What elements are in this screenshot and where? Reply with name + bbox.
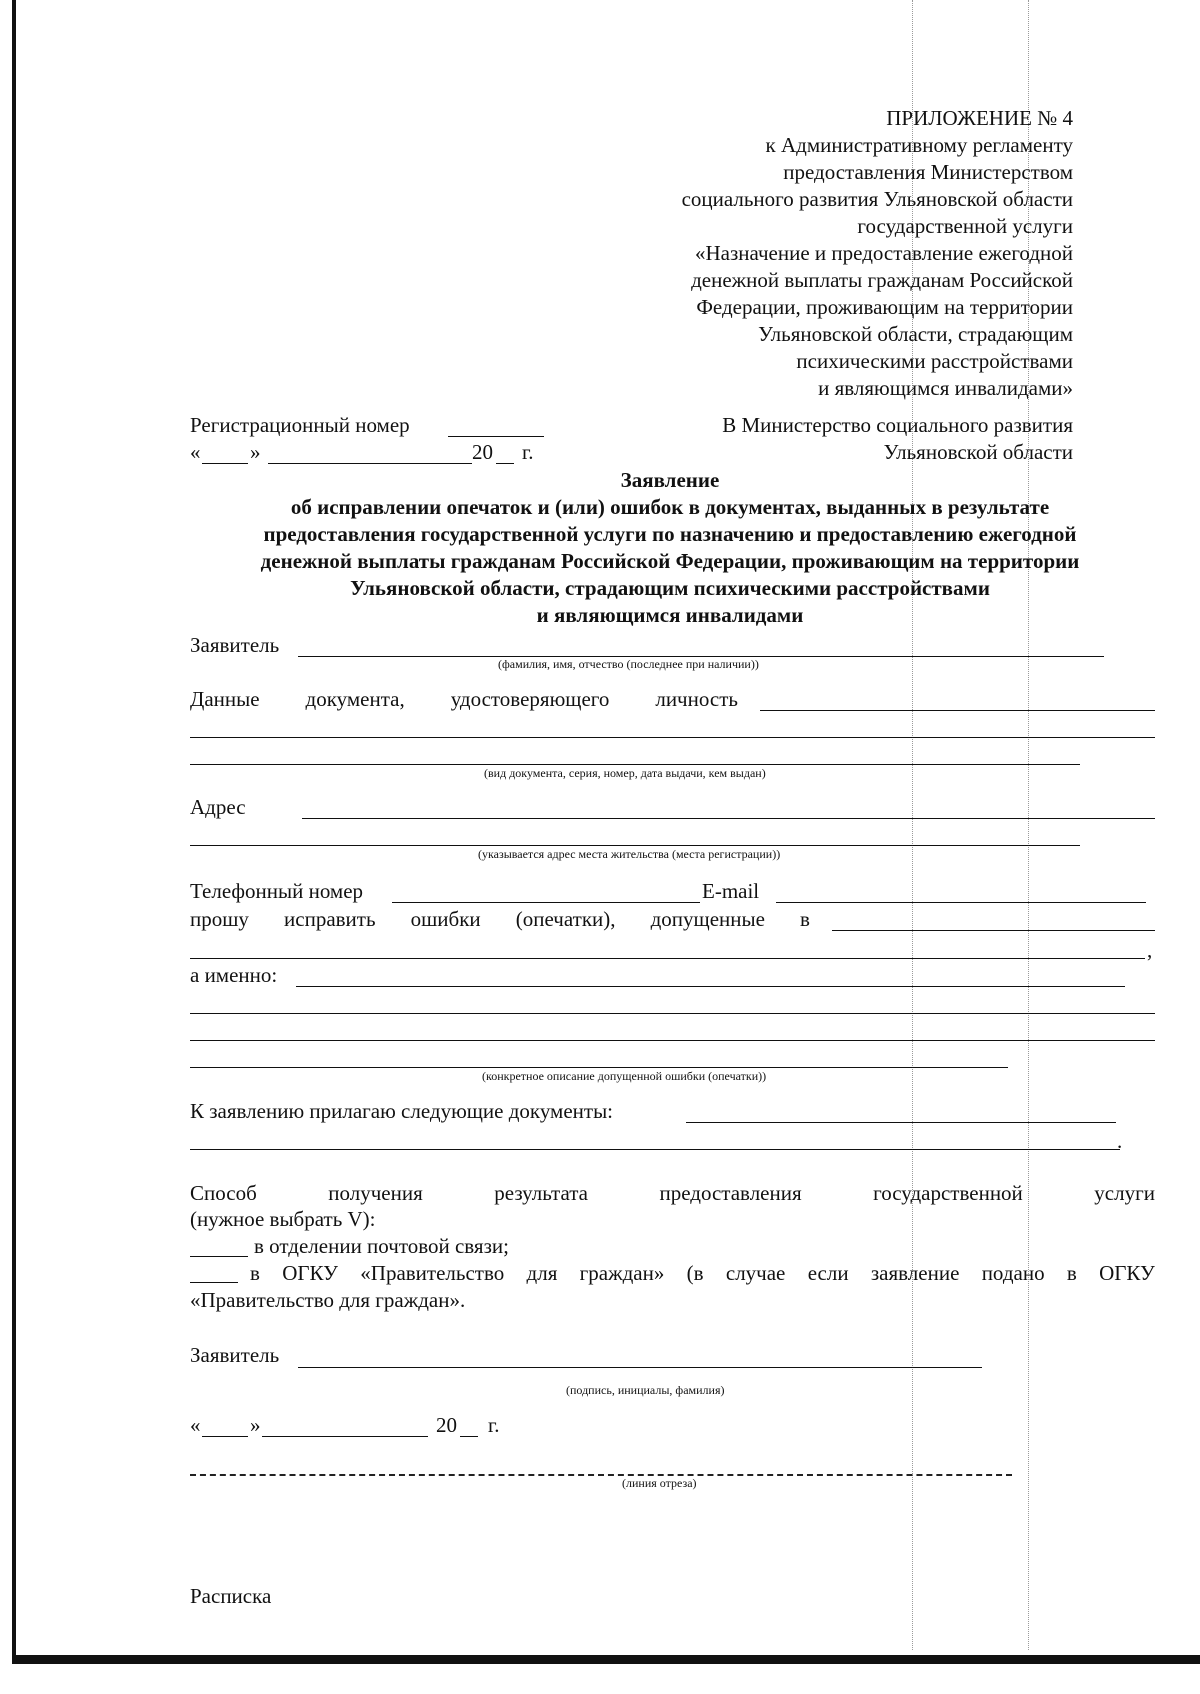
- addressee-line: Ульяновской области: [883, 440, 1073, 464]
- receipt-title: Расписка: [190, 1584, 272, 1608]
- phone-field[interactable]: [392, 902, 700, 903]
- id-document-caption: (вид документа, серия, номер, дата выдачи, кем выдан): [484, 766, 766, 780]
- appendix-line: «Назначение и предоставление ежегодной: [695, 241, 1073, 265]
- title-line: и являющимся инвалидами: [536, 603, 804, 627]
- registration-year: 20: [472, 440, 493, 464]
- email-label: E-mail: [702, 879, 760, 903]
- title-line: об исправлении опечаток и (или) ошибок в документах, выданных в результате: [290, 495, 1050, 519]
- scan-border-left: [12, 0, 16, 1660]
- id-document-field-line2[interactable]: [190, 737, 1155, 738]
- appendix-line: государственной услуги: [857, 214, 1073, 238]
- erroneous-document-field[interactable]: [832, 930, 1155, 931]
- signature-year-suffix: г.: [488, 1413, 500, 1437]
- applicant-caption: (фамилия, имя, отчество (последнее при наличии)): [498, 657, 759, 671]
- method-hint: (нужное выбрать V):: [190, 1207, 376, 1231]
- error-caption: (конкретное описание допущенной ошибки (опечатки)): [482, 1069, 767, 1083]
- appendix-line: ПРИЛОЖЕНИЕ № 4: [886, 106, 1073, 130]
- namely-label: а именно:: [190, 963, 278, 987]
- id-document-label: Данные документа, удостоверяющего личность: [190, 687, 738, 711]
- option-ogku-label-line2: «Правительство для граждан».: [190, 1288, 466, 1312]
- option-ogku-checkbox[interactable]: [190, 1282, 238, 1283]
- error-description-field[interactable]: [296, 986, 1125, 987]
- option-post-office-label: в отделении почтовой связи;: [254, 1234, 509, 1258]
- appendix-line: социального развития Ульяновской области: [681, 187, 1073, 211]
- address-field-line2[interactable]: [190, 845, 1080, 846]
- registration-day-field[interactable]: [202, 463, 248, 464]
- id-document-field-line3[interactable]: [190, 764, 1080, 765]
- error-description-field-line2[interactable]: [190, 1013, 1155, 1014]
- appendix-line: психическими расстройствами: [796, 349, 1073, 373]
- appendix-line: к Административному регламенту: [765, 133, 1073, 157]
- signature-label: Заявитель: [190, 1343, 280, 1367]
- error-description-field-line3[interactable]: [190, 1040, 1155, 1041]
- signature-month-field[interactable]: [262, 1436, 428, 1437]
- cut-line: [190, 1474, 1012, 1476]
- attachments-field-line2[interactable]: [190, 1149, 1120, 1150]
- id-document-field[interactable]: [760, 710, 1155, 711]
- appendix-line: денежной выплаты гражданам Российской: [691, 268, 1073, 292]
- cut-line-caption: (линия отреза): [622, 1476, 697, 1490]
- title-line: предоставления государственной услуги по назначению и предоставлению ежегодной: [263, 522, 1077, 546]
- request-comma: ,: [1147, 938, 1153, 962]
- signature-date-open: «: [190, 1413, 201, 1437]
- registration-date-close: »: [250, 440, 261, 464]
- option-ogku-label: в ОГКУ «Правительство для граждан» (в случае если заявление подано в ОГКУ: [250, 1261, 1155, 1285]
- signature-day-field[interactable]: [202, 1436, 248, 1437]
- address-field[interactable]: [302, 818, 1155, 819]
- registration-label: Регистрационный номер: [190, 413, 410, 437]
- appendix-line: Федерации, проживающим на территории: [696, 295, 1073, 319]
- document-title: [190, 467, 1150, 629]
- address-caption: (указывается адрес места жительства (места регистрации)): [478, 847, 781, 861]
- registration-year-suffix: г.: [522, 440, 534, 464]
- title-heading: Заявление: [620, 468, 720, 492]
- signature-field[interactable]: [298, 1367, 982, 1368]
- scan-border-bottom: [12, 1655, 1200, 1664]
- appendix-line: и являющимся инвалидами»: [818, 376, 1073, 400]
- option-post-office-checkbox[interactable]: [190, 1256, 248, 1257]
- addressee-line: В Министерство социального развития: [722, 413, 1073, 437]
- request-label: прошу исправить ошибки (опечатки), допущенные в: [190, 907, 810, 931]
- address-label: Адрес: [190, 795, 246, 819]
- appendix-line: предоставления Министерством: [783, 160, 1073, 184]
- addressee-block: [433, 412, 1073, 466]
- error-description-field-line4[interactable]: [190, 1067, 1008, 1068]
- attachments-field[interactable]: [686, 1122, 1116, 1123]
- attachments-period: .: [1117, 1129, 1123, 1153]
- appendix-line: Ульяновской области, страдающим: [758, 322, 1073, 346]
- registration-date-open: «: [190, 440, 201, 464]
- signature-date-close: »: [250, 1413, 261, 1437]
- method-label: Способ получения результата предоставления государственной услуги: [190, 1181, 1155, 1205]
- appendix-block: [433, 105, 1073, 402]
- applicant-label: Заявитель: [190, 633, 280, 657]
- title-line: Ульяновской области, страдающим психическими расстройствами: [350, 576, 990, 600]
- title-line: денежной выплаты гражданам Российской Федерации, проживающим на территории: [260, 549, 1080, 573]
- attachments-label: К заявлению прилагаю следующие документы:: [190, 1099, 614, 1123]
- signature-year: 20: [436, 1413, 457, 1437]
- phone-label: Телефонный номер: [190, 879, 364, 903]
- signature-caption: (подпись, инициалы, фамилия): [566, 1383, 725, 1397]
- signature-year-field[interactable]: [460, 1436, 478, 1437]
- email-field[interactable]: [776, 902, 1146, 903]
- erroneous-document-field-line2[interactable]: [190, 958, 1145, 959]
